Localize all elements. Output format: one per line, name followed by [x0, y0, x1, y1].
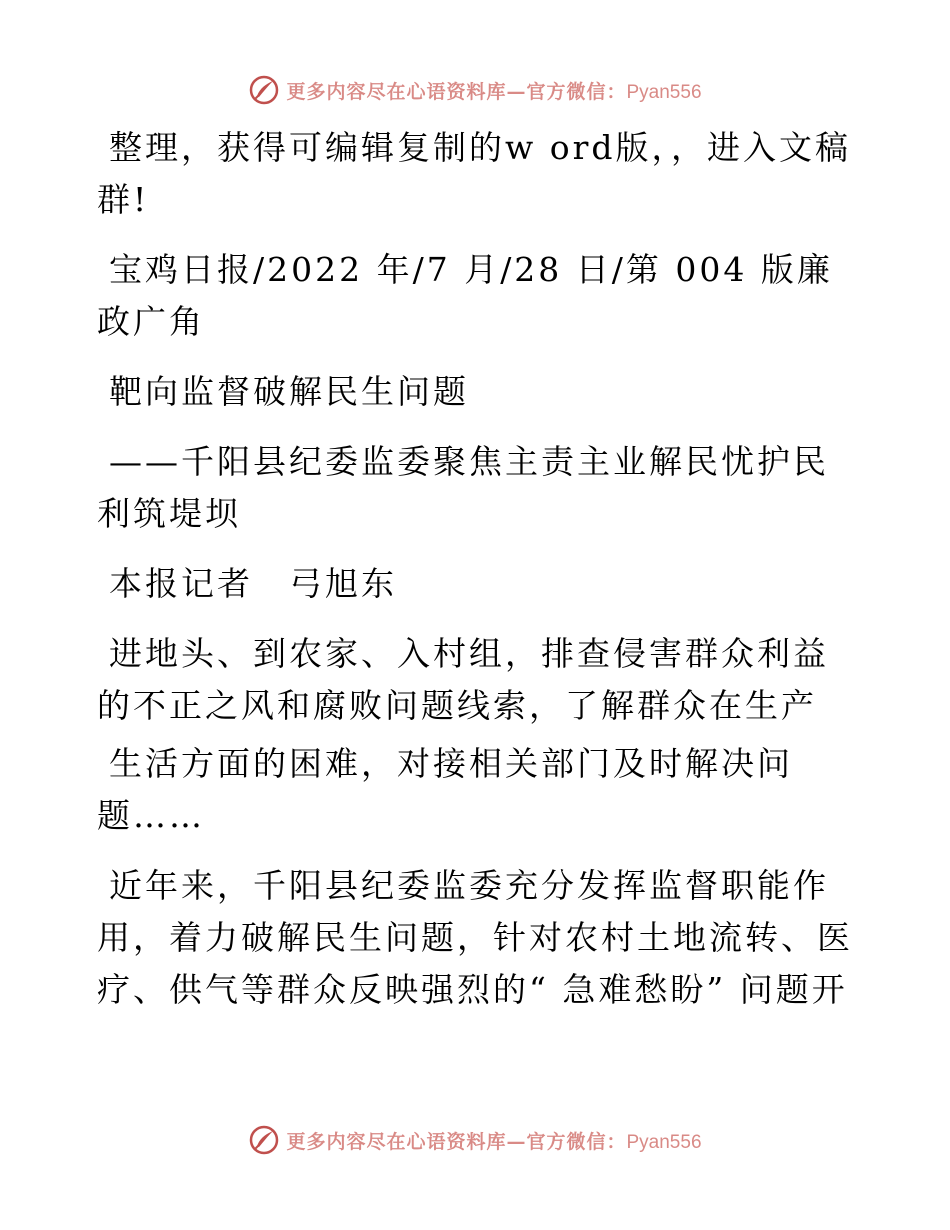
paragraph-body-2: 生活方面的困难，对接相关部门及时解决问题……: [97, 744, 793, 835]
article-subtitle: ——千阳县纪委监委聚焦主责主业解民忧护民利筑堤坝: [97, 442, 829, 533]
paragraph-body-3: 近年来，千阳县纪委监委充分发挥监督职能作用，着力破解民生问题，针对农村土地流转、医疗、供气等群众反映强烈的“ 急难愁盼” 问题开: [97, 866, 853, 1009]
paragraph-intro: 整理，获得可编辑复制的w ord版，，进入文稿群!: [97, 128, 852, 219]
watermark-label: 更多内容尽在心语资料库—官方微信：: [286, 1130, 627, 1153]
watermark-footer: [0, 1120, 950, 1160]
brush-logo-icon: [248, 1124, 280, 1156]
paragraph-source: 宝鸡日报/2022 年/7 月/28 日/第 004 版廉政广角: [97, 250, 833, 341]
article-body: [97, 122, 857, 1034]
watermark-text: [286, 77, 701, 104]
watermark-id: Pyan556: [626, 1131, 702, 1153]
article-title: 靶向监督破解民生问题: [109, 372, 469, 411]
paragraph-body-1: 进地头、到农家、入村组，排查侵害群众利益的不正之风和腐败问题线索，了解群众在生产: [97, 634, 829, 725]
article-byline: 本报记者 弓旭东: [109, 564, 397, 603]
watermark-header: [0, 70, 950, 110]
watermark-text: [286, 1127, 701, 1154]
watermark-label: 更多内容尽在心语资料库—官方微信：: [286, 80, 627, 103]
brush-logo-icon: [248, 74, 280, 106]
watermark-id: Pyan556: [626, 81, 702, 103]
